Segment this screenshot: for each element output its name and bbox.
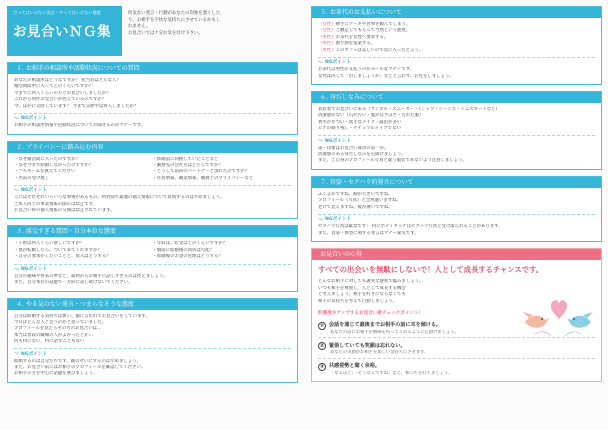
section-s6	[311, 91, 602, 170]
example-list	[318, 107, 595, 133]
example-line: プロフィール（写真）と全然違いますね。	[318, 198, 401, 204]
wave-icon: 〜	[14, 188, 20, 194]
ng-point-label	[14, 351, 291, 358]
example-line: ・どうして前回のパートナーと別れたのですか？	[152, 169, 250, 175]
checkpoint-title-text: 共感姿勢と聞く余裕。	[329, 363, 380, 370]
ng-point-label	[318, 217, 595, 224]
wave-icon: 〜	[14, 115, 20, 122]
right-sections	[311, 6, 602, 242]
right-column	[311, 6, 602, 382]
ng-point-label	[14, 267, 291, 274]
example-text: 勝手にケーキや食事を頼んでしまう。	[335, 22, 411, 27]
ng-point-line: 結婚するのは自分たちです。親のせいにするのはやめましょう。	[14, 358, 141, 364]
example-list	[14, 314, 291, 346]
intro-line: 何気ない発言・行動があなたの印象を悪くした	[128, 11, 221, 16]
section-body	[8, 153, 297, 219]
ng-point-text	[318, 224, 595, 237]
example-line: 今までに何人くらいの方とお見合いしましたか？	[14, 90, 111, 96]
section-header: ４. やる気のない発言・つまらなそうな態度	[8, 299, 297, 310]
example-line	[318, 48, 595, 54]
ng-point	[318, 135, 595, 164]
ng-point-line: ご本人同士の事業情報の開示は禁止です。	[14, 201, 98, 207]
example-list	[14, 78, 291, 110]
example-column	[153, 241, 292, 260]
wave-icon: 〜	[14, 266, 20, 273]
mindset-line: どんなお相手に対しても誠実な態度で臨みましょう。	[318, 279, 424, 285]
hero-header	[7, 6, 298, 56]
example-line: ・子供は何人くらい欲しいですか？	[14, 241, 85, 247]
mindset-section	[311, 248, 602, 382]
example-line: 今、ほかに交際しています？ 今まで交際中は何人しましたか？	[14, 103, 139, 109]
ng-point-label	[14, 188, 291, 195]
section-s7	[311, 176, 602, 242]
ng-point-line: お茶代は男性が支払うのがルール＆マナーです。	[318, 67, 415, 73]
ng-point-text	[14, 195, 291, 214]
example-list	[318, 192, 595, 211]
example-line: ・年収は、貯金はどのくらいですか？	[152, 241, 228, 247]
example-line: 清潔感がない（爪が汚い・髪がぼさぼさ・汚れた服）	[318, 113, 424, 119]
checkpoint-title: 好感度がアップするお見合い術チェックポイント！	[318, 310, 424, 316]
example-column	[14, 241, 153, 260]
mindset-header: お見合いの心得	[312, 249, 601, 260]
section-body	[8, 237, 297, 290]
left-sections	[7, 62, 298, 383]
mindset-body	[312, 260, 601, 381]
checkpoint-title-text: 緊張していても笑顔は忘れない。	[329, 342, 406, 349]
section-body	[8, 310, 297, 382]
hero-intro	[122, 6, 298, 56]
example-column	[14, 78, 291, 110]
ng-point-line: お相手の相談所情報や活動状況についてお聞きるのがマナーです。	[14, 123, 146, 129]
checkpoint-note: 「なるほど」「そうなんですね」など、相づちを打ちましょう。	[330, 371, 453, 377]
ng-point-label	[318, 138, 595, 145]
section-body	[312, 188, 601, 241]
mindset-paragraph	[318, 279, 508, 305]
gender-tag: （男性）	[318, 47, 336, 53]
wave-icon: 〜	[14, 351, 20, 358]
example-text: このカフェは美しいので気に入ったと言う。	[335, 47, 424, 53]
checkpoint-title-text: 会話を通じて最後までお相手の話に耳を傾ける。	[329, 321, 442, 328]
section-s5	[311, 6, 602, 85]
ng-point-line: 自分の趣味や将来の夢など、最初からお相手に話しすぎるのは控えましょう。	[14, 273, 168, 279]
ng-point	[14, 264, 291, 287]
ng-point-line: また、自分本位の話題で一方的に話し続けないでください。	[14, 280, 133, 286]
example-column	[14, 314, 291, 346]
mindset-line: と考えましょう。相手を好きにならなくても	[318, 292, 406, 298]
ng-point-label	[14, 116, 291, 123]
ng-point-text	[14, 274, 291, 287]
section-body	[312, 103, 601, 169]
ng-label-text: NGポイント	[21, 188, 48, 194]
page-title: お見合いＮＧ集	[13, 24, 111, 41]
ng-point-line: また、容姿・体型に関する発言はマナー違反です。	[318, 230, 419, 236]
ng-point-text	[318, 146, 595, 165]
gender-tag: （男性）	[318, 34, 336, 40]
example-line: 婚活期間中に入ってどのくらいですか？	[14, 84, 94, 90]
example-line: ヒゲの剃り残し・ナチュラルメイクでない	[318, 126, 401, 131]
example-line: あなたの相談所はどうなですか？ 担当者はどんな人？	[14, 78, 121, 83]
example-column	[318, 107, 595, 133]
example-line: ・僕が転勤したら、ついて来てくれますか？	[14, 247, 102, 253]
example-line: 香水がきつい・派手なメイク・露出が多い	[318, 119, 402, 125]
section-body	[312, 18, 601, 84]
ng-point	[14, 113, 291, 130]
example-line: 今日はどんな人と会うのかと思っていました。	[14, 319, 107, 325]
wave-icon: 〜	[318, 216, 324, 223]
ng-label-text: NGポイント	[325, 138, 352, 144]
ng-point-line: 清潔感のある身だしなみを心掛けましょう。	[318, 152, 406, 157]
section-s4	[7, 298, 298, 383]
ng-label-text: NGポイント	[325, 217, 352, 223]
example-line: ・婚前に結婚後の同居は可能？	[152, 247, 214, 253]
example-line: 普段着でお見合いに来る（サンダル・スニーカー・Tシャツ・ジーンズ・ミニスカートなど）	[318, 106, 500, 112]
ng-point-line: また、ご自身のプロフィール写真と違う服装で来ないよう注意しましょう。	[318, 158, 467, 164]
checkpoint-item	[318, 363, 595, 377]
example-text: ご馳走してもらって当然という態度。	[335, 28, 411, 34]
hero-subtitle: 言ってはいけない発言・やってはいけない態度	[13, 10, 101, 15]
example-column	[318, 192, 595, 211]
example-column	[14, 157, 153, 183]
example-line: これから何件お見合いが控えているのですか？	[14, 97, 107, 103]
example-list	[318, 22, 595, 54]
example-list	[14, 157, 291, 183]
example-text: お茶代を女性へ要求する。	[335, 34, 389, 40]
checkpoint-note: あなたの話にお相手が興味を持ってくれるように心掛けましょう。	[330, 329, 459, 335]
mindset-line: 相手の気持ちを考えて行動しましょう。	[318, 298, 398, 304]
ng-label-text: NGポイント	[325, 60, 352, 66]
example-line: 自分は結婚する気持ちは無い。親に言われてお見合いをしています。	[14, 313, 150, 319]
example-line: ・自分の要求がしたいことと、収入はどうする？	[14, 254, 111, 260]
section-header: ３. 漠交すぎる質問・自分本位な態度	[8, 226, 297, 237]
example-list	[14, 241, 291, 260]
intro-line: れません。	[128, 24, 151, 30]
example-column	[318, 22, 595, 54]
example-line: ふくよかですね。胸が大きいですね。	[318, 191, 393, 197]
checkpoint-number: ①	[319, 322, 325, 329]
ng-point	[318, 57, 595, 80]
mindset-lead: すべての出会いを無駄にしないで！人として成長するチャンスです。	[318, 264, 544, 274]
example-line: ・名前の受け渡し	[14, 175, 50, 181]
section-s2	[7, 141, 298, 220]
ng-point-line: お相手の方を中心に話題を選びましょう。	[14, 371, 98, 377]
gender-tag: （男性）	[318, 41, 336, 47]
ng-label-text: NGポイント	[21, 351, 48, 357]
section-header: ７. 容姿・セクハラ的発言について	[312, 177, 601, 188]
ng-point-label	[318, 60, 595, 67]
section-body	[8, 74, 297, 134]
example-line: ・なぜ今まで結婚しなかったのですか？	[14, 162, 94, 168]
wave-icon: 〜	[318, 138, 324, 145]
example-line: ・結婚前に同棲していたことなど	[152, 156, 219, 162]
checkpoint-number: ③	[319, 364, 325, 371]
ng-point-line: また、お見合い前にはお相手のプロフィールを確認してください。	[14, 365, 146, 370]
example-line: ・勤務先の会社名はどちらですか？	[152, 162, 223, 168]
example-line: 何も特にない、特に話すこともない	[14, 339, 85, 344]
intro-line: お見合いでは十分お気を付け下さい。	[128, 30, 203, 36]
example-line: ・フルネームを教えてください	[14, 169, 76, 175]
gender-tag: （女性）	[318, 22, 336, 27]
section-s3	[7, 225, 298, 291]
ng-label-text: NGポイント	[21, 266, 48, 272]
checkpoint-heading	[318, 342, 595, 350]
section-s1	[7, 62, 298, 135]
example-column	[153, 157, 292, 183]
intro-line: り、お相手を不快な気持ちにさせているかもし	[128, 17, 221, 23]
ng-point	[14, 348, 291, 377]
birds-heart-illustration	[521, 284, 595, 342]
wave-icon: 〜	[318, 59, 324, 66]
checkpoint-item	[318, 342, 595, 359]
mindset-line: いつも相手を尊重し、人として成長する機会	[318, 285, 406, 291]
ng-point-line: 人にはそれぞれいろいろな事情があるもの。初対面で最適の個人情報について質問するのはやめましょう。	[14, 195, 225, 201]
ng-point	[14, 185, 291, 214]
left-column	[7, 6, 298, 383]
example-line: ・住居情報、職業情報、職務上のプライバシーなど	[152, 175, 254, 181]
gender-tag: （女性）	[318, 28, 336, 34]
ng-label-text: NGポイント	[21, 116, 48, 122]
example-text: 割り勘を提案する。	[335, 41, 376, 47]
ng-point-line: 第一印象はお見合い成功の第一歩。	[318, 145, 389, 151]
example-line: 老けて見えますね。髪が薄いですね。	[318, 204, 393, 210]
hero-title-block	[7, 6, 122, 56]
ng-point-line: セクハラ行為は厳禁です！ 特にボディタッチはセクハラ行為と受け取られることがあります。	[318, 224, 503, 230]
example-line: ・なぜ婚活期に入ったのですか？	[14, 156, 80, 162]
section-header: １. お相手の相談所や活動状況についての質問	[8, 63, 297, 74]
checkpoint-heading	[318, 363, 595, 371]
ng-point-line: お見合い時の個人情報の交換は禁止されています。	[14, 208, 115, 213]
checkpoint-note: あなたの笑顔がお相手を楽しい気持ちにさせます。	[330, 350, 429, 356]
section-header: ５. お茶代のお支払いについて	[312, 7, 601, 18]
section-header: ６. 身だしなみについて	[312, 92, 601, 103]
example-line: ・結婚後のお金の管理はどうする？	[152, 254, 223, 260]
ng-point-text	[14, 123, 291, 129]
ng-point-line: 女性は決して「出しましょうか」などと言わず、お礼をしましょう。	[318, 73, 454, 79]
ng-point-text	[14, 359, 291, 378]
example-line: 本当は普段の職場の人がよかったとか…	[14, 332, 94, 338]
checkpoint-number: ②	[319, 343, 325, 350]
ng-point	[318, 214, 595, 237]
section-header: ２. プライバシーに踏み込む内容	[8, 142, 297, 153]
ng-point-text	[318, 67, 595, 80]
example-line: プロフィールを見たらその方のお見合いは…	[14, 326, 102, 332]
